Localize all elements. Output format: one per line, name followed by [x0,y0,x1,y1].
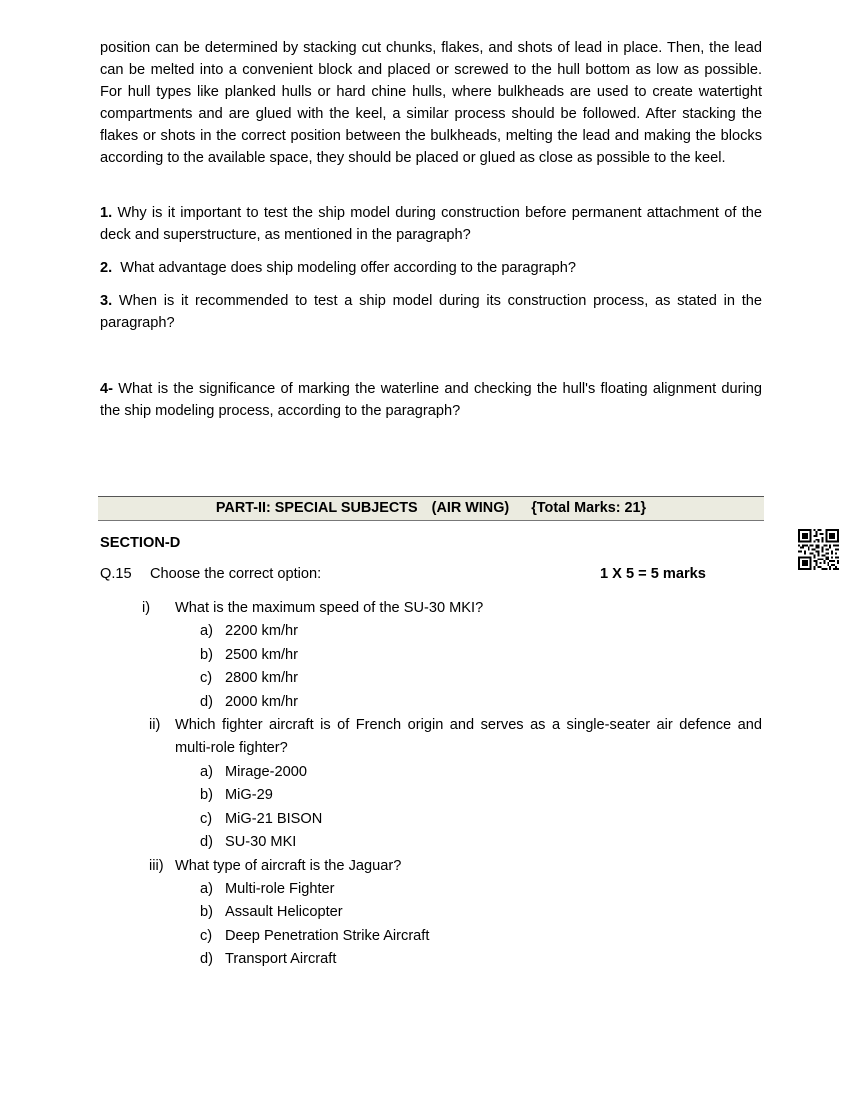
qr-code-icon [798,529,839,570]
item-1-option-c: 2800 km/hr [225,670,299,686]
item-2-option-a: Mirage-2000 [225,764,307,780]
item-3-option-c-letter: c) [200,928,213,944]
item-2-option-b: MiG-29 [225,787,273,803]
item-1-text: What is the maximum speed of the SU-30 MKI? [175,600,484,616]
question-2-number: 2. [100,260,113,276]
part-header [98,496,764,521]
item-3-number: iii) [149,858,164,874]
item-1-option-b: 2500 km/hr [225,647,299,663]
item-1-option-a: 2200 km/hr [225,623,299,639]
part-header-marks: {Total Marks: 21} [531,500,647,516]
question-3-number: 3. [100,293,113,309]
item-2-option-b-letter: b) [200,787,213,803]
item-2-option-d-letter: d) [200,834,213,850]
section-title: SECTION-D [100,535,181,551]
item-2-text: Which fighter aircraft is of French origin and serves as a single-seater air defence and multi-role fighter? [175,717,762,756]
item-3-option-d: Transport Aircraft [225,951,337,967]
q15-marks: 1 X 5 = 5 marks [600,566,706,582]
item-1-option-b-letter: b) [200,647,213,663]
item-2-option-c: MiG-21 BISON [225,811,323,827]
item-1-option-d-letter: d) [200,694,213,710]
item-2-option-a-letter: a) [200,764,213,780]
part-header-title: PART-II: SPECIAL SUBJECTS [215,500,418,516]
question-3 [100,290,762,334]
item-2-number: ii) [149,717,161,733]
item-3-option-d-letter: d) [200,951,213,967]
intro-paragraph: position can be determined by stacking cut chunks, flakes, and shots of lead in place. Then, the lead can be melted into a convenient block and placed or screwed to the hull bottom as low as possible. For hull types like planked hulls or hard chine hulls, where bulkheads are used to create watertight compartments and are glued with the keel, a similar process should be followed. After stacking the flakes or shots in the correct position between the bulkheads, melting the lead and making the blocks according to the available space, they should be placed or glued as close as possible to the keel. [100,40,762,166]
item-1-option-c-letter: c) [200,670,213,686]
q15-number: Q.15 [100,566,132,582]
item-3-text: What type of aircraft is the Jaguar? [175,858,402,874]
item-3-option-c: Deep Penetration Strike Aircraft [225,928,430,944]
item-1-option-a-letter: a) [200,623,213,639]
question-1-text: Why is it important to test the ship model during construction before permanent attachment of the deck and superstructure, as mentioned in the paragraph? [100,205,762,243]
q15-instruction: Choose the correct option: [150,566,322,582]
question-4 [100,378,762,422]
item-2-option-c-letter: c) [200,811,213,827]
question-2-text: What advantage does ship modeling offer according to the paragraph? [112,260,576,276]
item-2-option-d: SU-30 MKI [225,834,297,850]
item-1-number: i) [142,600,151,616]
question-4-text: What is the significance of marking the waterline and checking the hull's floating alignment during the ship modeling process, according to the paragraph? [100,381,762,419]
item-3-option-b: Assault Helicopter [225,904,343,920]
question-2 [100,257,762,279]
part-header-wing: (AIR WING) [431,500,510,516]
question-3-text: When is it recommended to test a ship model during its construction process, as stated in the paragraph? [100,293,762,331]
question-1 [100,202,762,246]
question-4-number: 4- [100,381,113,397]
item-3-option-a-letter: a) [200,881,213,897]
item-3-option-b-letter: b) [200,904,213,920]
question-1-number: 1. [100,205,113,221]
item-3-option-a: Multi-role Fighter [225,881,335,897]
item-1-option-d: 2000 km/hr [225,694,299,710]
